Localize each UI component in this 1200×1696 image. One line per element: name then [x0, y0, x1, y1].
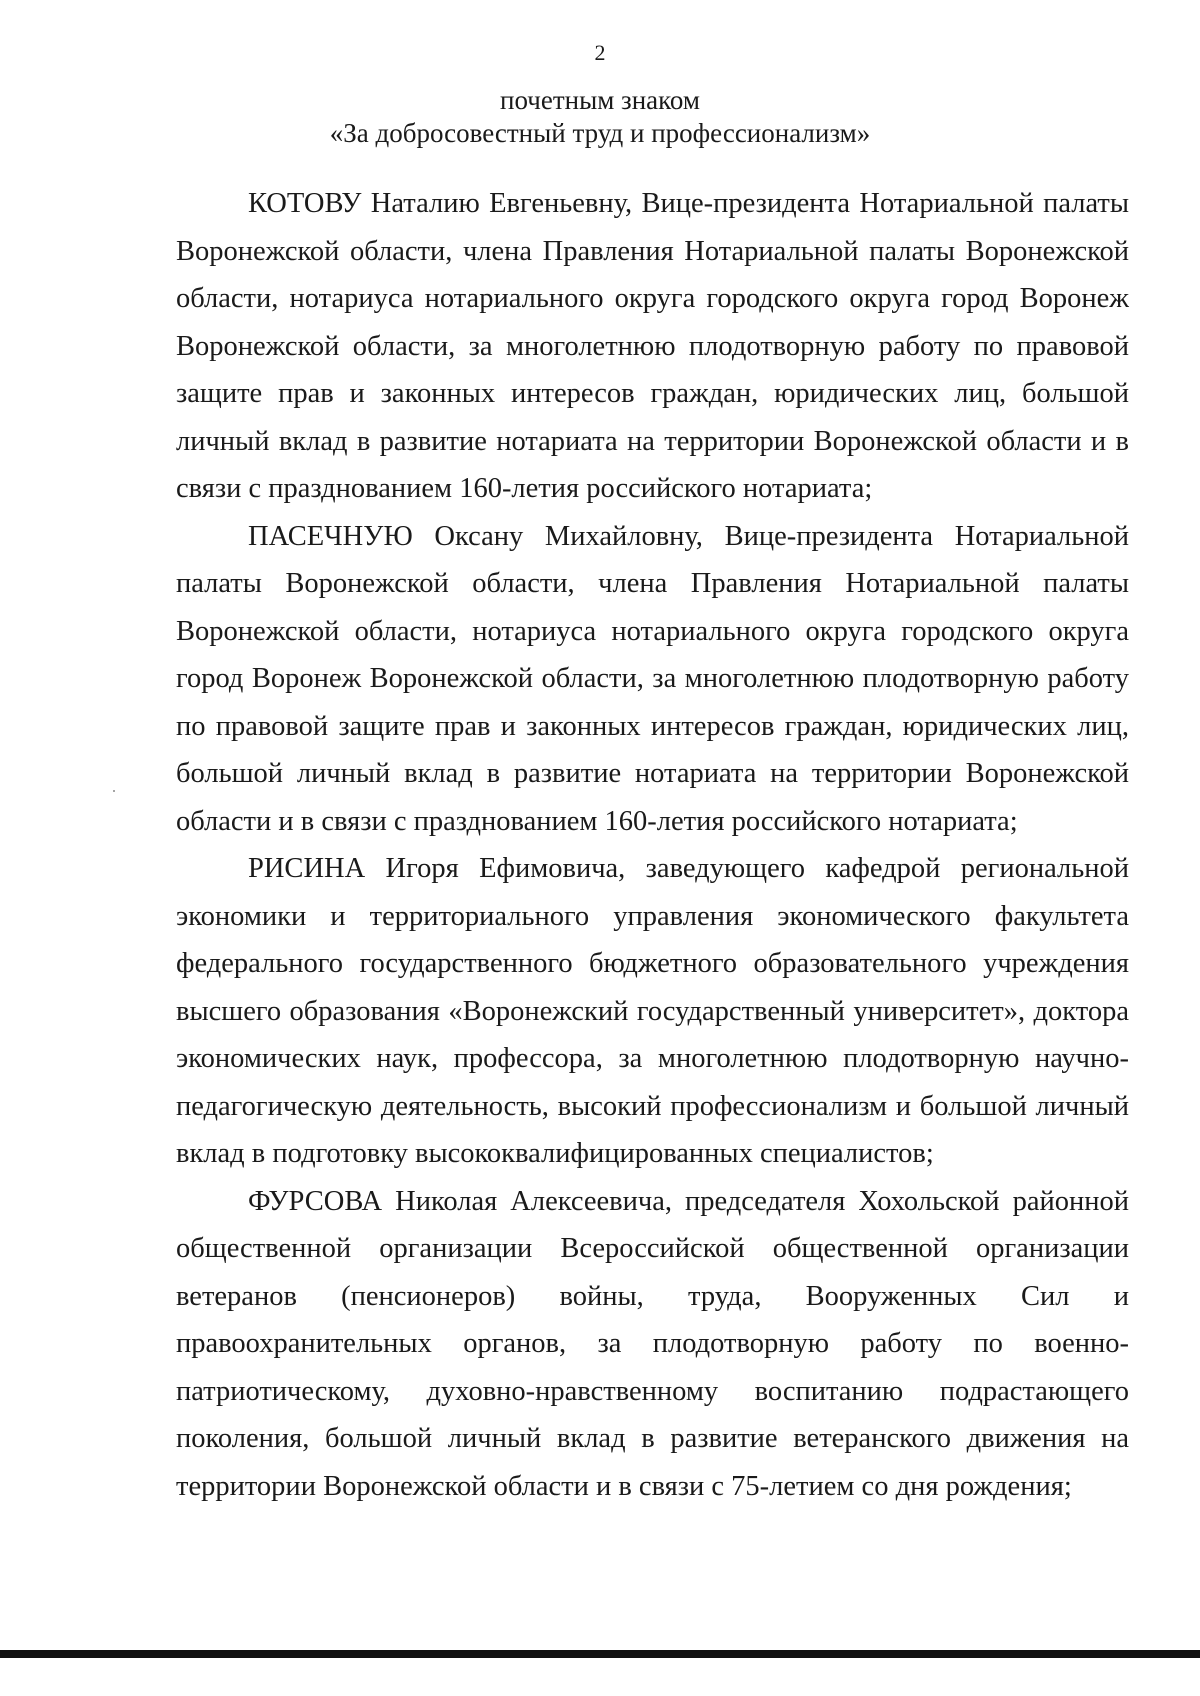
page-number: 2: [594, 40, 606, 65]
heading-line-award-type: почетным знаком: [500, 85, 700, 115]
heading-line-award-title: «За добросовестный труд и профессионализм»: [329, 118, 871, 148]
awardee-paragraph-pasechnaya: ПАСЕЧНУЮ Оксану Михайловну, Вице-президента Нотариальной палаты Воронежской области, члена Правления Нотариальной палаты Воронежской области, нотариуса нотариального округа городского округа город Воронеж Воронежской области, за многолетнюю плодотворную работу по правовой защите прав и законных интересов граждан, юридических лиц, большой личный вклад в развитие нотариата на территории Воронежской области и в связи с празднованием 160-летия российского нотариата;: [176, 520, 1129, 837]
awardee-paragraph-risin: РИСИНА Игоря Ефимовича, заведующего кафедрой региональной экономики и территориального управления экономического факультета федерального государственного бюджетного образовательного учреждения высшего образования «Воронежский государственный университет», доктора экономических наук, профессора, за многолетнюю плодотворную научно-педагогическую деятельность, высокий профессионализм и большой личный вклад в подготовку высококвалифицированных специалистов;: [176, 853, 1129, 1169]
scan-bottom-border: [0, 1650, 1200, 1658]
scan-speck: [113, 790, 115, 792]
awardee-list: [176, 180, 1129, 1510]
awardee-paragraph-kotova: КОТОВУ Наталию Евгеньевну, Вице-президента Нотариальной палаты Воронежской области, члена Правления Нотариальной палаты Воронежской области, нотариуса нотариального округа городского округа город Воронеж Воронежской области, за многолетнюю плодотворную работу по правовой защите прав и законных интересов граждан, юридических лиц, большой личный вклад в развитие нотариата на территории Воронежской области и в связи с празднованием 160-летия российского нотариата;: [176, 188, 1129, 504]
award-heading: [0, 84, 1200, 150]
awardee-paragraph-fursov: ФУРСОВА Николая Алексеевича, председателя Хохольской районной общественной организации Всероссийской общественной организации ветеранов (пенсионеров) войны, труда, Вооруженных Сил и правоохранительных органов, за плодотворную работу по военно-патриотическому, духовно-нравственному воспитанию подрастающего поколения, большой личный вклад в развитие ветеранского движения на территории Воронежской области и в связи с 75-летием со дня рождения;: [176, 1185, 1129, 1502]
